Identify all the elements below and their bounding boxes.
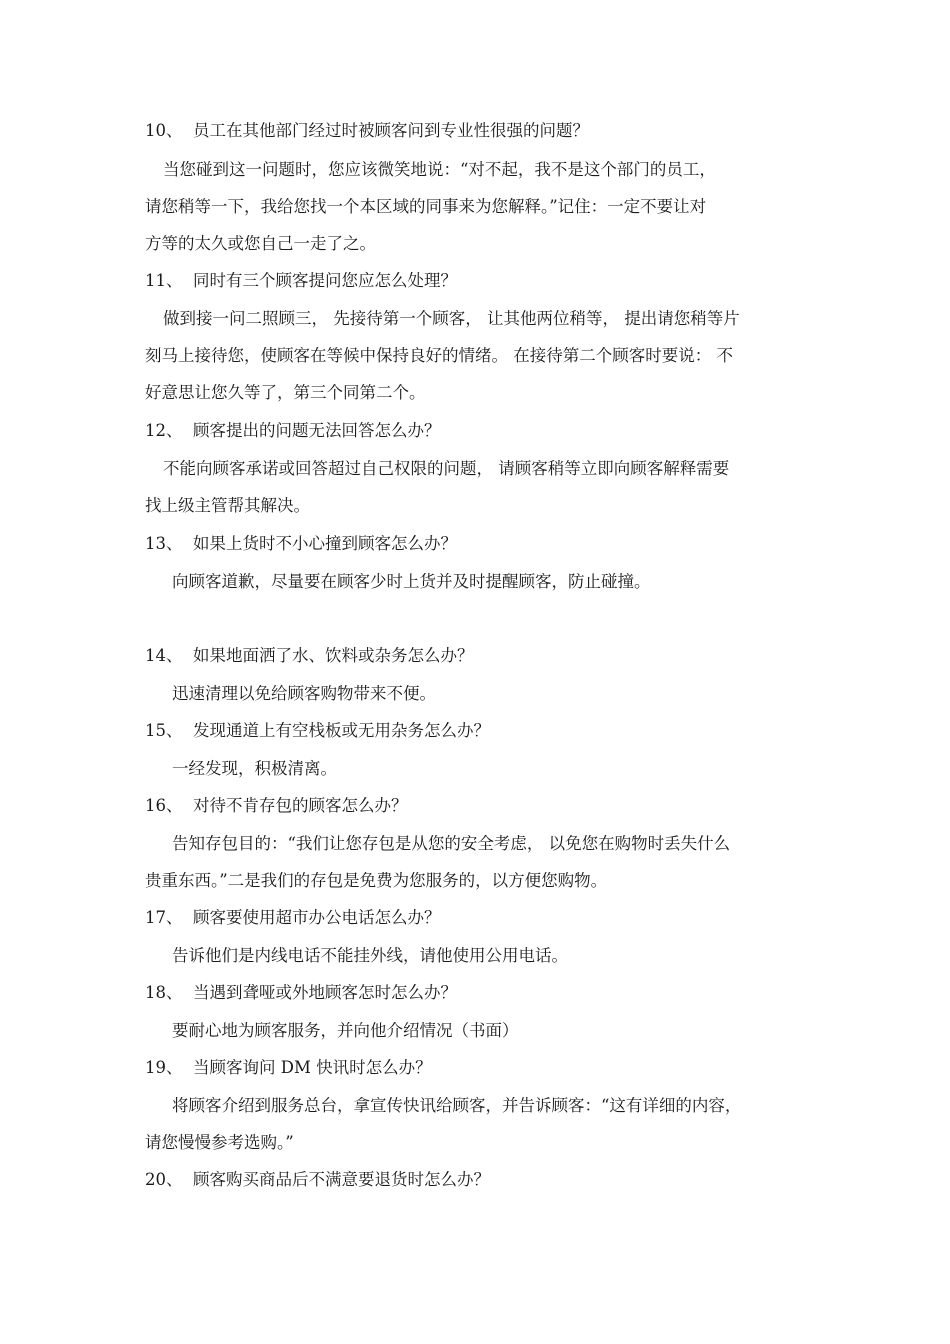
answer-10-line-3: 方等的太久或您自己一走了之。 [145,234,376,253]
answer-18-line-1: 要耐心地为顾客服务，并向他介绍情况（书面） [172,1021,519,1040]
question-20 [145,1169,810,1191]
question-number: 13、 [145,534,183,553]
question-number: 12、 [145,421,183,440]
question-text: 发现通道上有空栈板或无用杂务怎么办？ [193,721,490,740]
answer-13-line-1: 向顾客道歉，尽量要在顾客少时上货并及时提醒顾客，防止碰撞。 [172,572,651,591]
question-number: 19、 [145,1058,183,1077]
question-15 [145,720,810,742]
question-16 [145,795,810,817]
answer-16-line-1: 告知存包目的：“我们让您存包是从您的安全考虑， 以免您在购物时丢失什么 [172,834,731,853]
answer-16-line-2: 贵重东西。”二是我们的存包是免费为您服务的，以方便您购物。 [145,871,608,890]
answer-14-line-1: 迅速清理以免给顾客购物带来不便。 [172,684,436,703]
question-text: 顾客购买商品后不满意要退货时怎么办？ [193,1170,490,1189]
question-text: 如果地面洒了水、饮料或杂务怎么办？ [193,646,474,665]
question-number: 14、 [145,646,183,665]
question-19 [145,1057,810,1079]
question-text: 顾客提出的问题无法回答怎么办？ [193,421,441,440]
answer-12-line-2: 找上级主管帮其解决。 [145,496,310,515]
answer-12-line-1: 不能向顾客承诺或回答超过自己权限的问题， 请顾客稍等立即向顾客解释需要 [163,459,730,478]
question-number: 11、 [145,271,183,290]
question-number: 20、 [145,1170,183,1189]
question-text: 顾客要使用超市办公电话怎么办？ [193,908,441,927]
question-12 [145,420,810,442]
answer-19-line-1: 将顾客介绍到服务总台，拿宣传快讯给顾客，并告诉顾客：“这有详细的内容， [172,1096,742,1115]
answer-10-line-2: 请您稍等一下，我给您找一个本区域的同事来为您解释。”记住：一定不要让对 [145,197,707,216]
question-text: 当顾客询问 DM 快讯时怎么办？ [193,1058,432,1077]
answer-19-line-2: 请您慢慢参考选购。” [145,1133,294,1152]
question-13 [145,533,810,555]
question-14 [145,645,810,667]
question-number: 10、 [145,121,183,140]
question-text: 对待不肯存包的顾客怎么办？ [193,796,408,815]
question-17 [145,907,810,929]
question-number: 18、 [145,983,183,1002]
question-number: 15、 [145,721,183,740]
answer-10-line-1: 当您碰到这一问题时，您应该微笑地说：“对不起，我不是这个部门的员工， [163,160,716,179]
question-10 [145,120,810,142]
question-text: 员工在其他部门经过时被顾客问到专业性很强的问题？ [193,121,589,140]
question-text: 如果上货时不小心撞到顾客怎么办？ [193,534,457,553]
question-number: 17、 [145,908,183,927]
question-text: 同时有三个顾客提问您应怎么处理？ [193,271,457,290]
answer-17-line-1: 告诉他们是内线电话不能挂外线，请他使用公用电话。 [172,946,568,965]
question-11 [145,270,810,292]
question-18 [145,982,810,1004]
answer-15-line-1: 一经发现，积极清离。 [172,759,337,778]
answer-11-line-3: 好意思让您久等了，第三个同第二个。 [145,383,426,402]
answer-11-line-2: 刻马上接待您，使顾客在等候中保持良好的情绪。 在接待第二个顾客时要说： 不 [145,346,733,365]
answer-11-line-1: 做到接一问二照顾三， 先接待第一个顾客， 让其他两位稍等， 提出请您稍等片 [163,309,740,328]
question-text: 当遇到聋哑或外地顾客怎时怎么办？ [193,983,457,1002]
question-number: 16、 [145,796,183,815]
